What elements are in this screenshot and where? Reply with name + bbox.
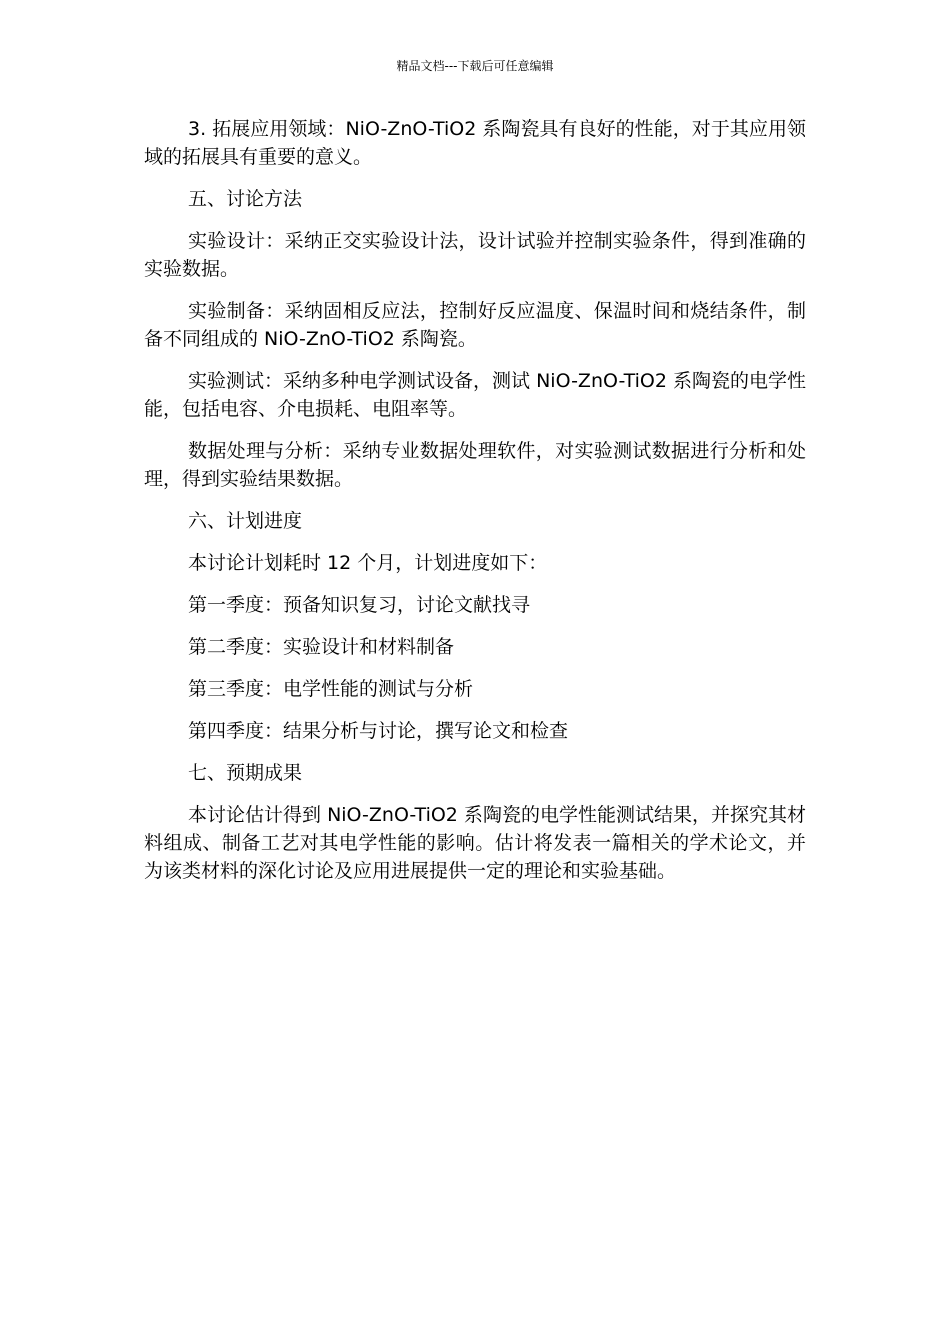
section-heading-methods: 五、讨论方法 — [188, 188, 303, 210]
paragraph-expand-application: 3. 拓展应用领域：NiO-ZnO-TiO2 系陶瓷具有良好的性能，对于其应用领域的拓展具有重要的意义。 — [144, 118, 806, 168]
section-heading-schedule: 六、计划进度 — [188, 510, 303, 532]
schedule-item-q2: 第二季度：实验设计和材料制备 — [188, 636, 455, 658]
paragraph-data-analysis: 数据处理与分析：采纳专业数据处理软件，对实验测试数据进行分析和处理，得到实验结果数据。 — [144, 440, 806, 490]
section-heading-expected-results: 七、预期成果 — [188, 762, 303, 784]
paragraph-experiment-design: 实验设计：采纳正交实验设计法，设计试验并控制实验条件，得到准确的实验数据。 — [144, 230, 806, 280]
schedule-item-q3: 第三季度：电学性能的测试与分析 — [188, 678, 474, 700]
paragraph-schedule-intro: 本讨论计划耗时 12 个月，计划进度如下： — [188, 552, 548, 574]
schedule-item-q4: 第四季度：结果分析与讨论，撰写论文和检查 — [188, 720, 569, 742]
paragraph-expected-results: 本讨论估计得到 NiO-ZnO-TiO2 系陶瓷的电学性能测试结果，并探究其材料组成、制备工艺对其电学性能的影响。估计将发表一篇相关的学术论文，并为该类材料的深化讨论及应用进展提供一定的理论和实验基础。 — [144, 804, 806, 882]
page-header: 精品文档---下载后可任意编辑 — [396, 59, 554, 73]
document-body — [144, 115, 806, 899]
schedule-item-q1: 第一季度：预备知识复习，讨论文献找寻 — [188, 594, 531, 616]
paragraph-experiment-testing: 实验测试：采纳多种电学测试设备，测试 NiO-ZnO-TiO2 系陶瓷的电学性能，包括电容、介电损耗、电阻率等。 — [144, 370, 806, 420]
paragraph-experiment-preparation: 实验制备：采纳固相反应法，控制好反应温度、保温时间和烧结条件，制备不同组成的 NiO-ZnO-TiO2 系陶瓷。 — [144, 300, 806, 350]
